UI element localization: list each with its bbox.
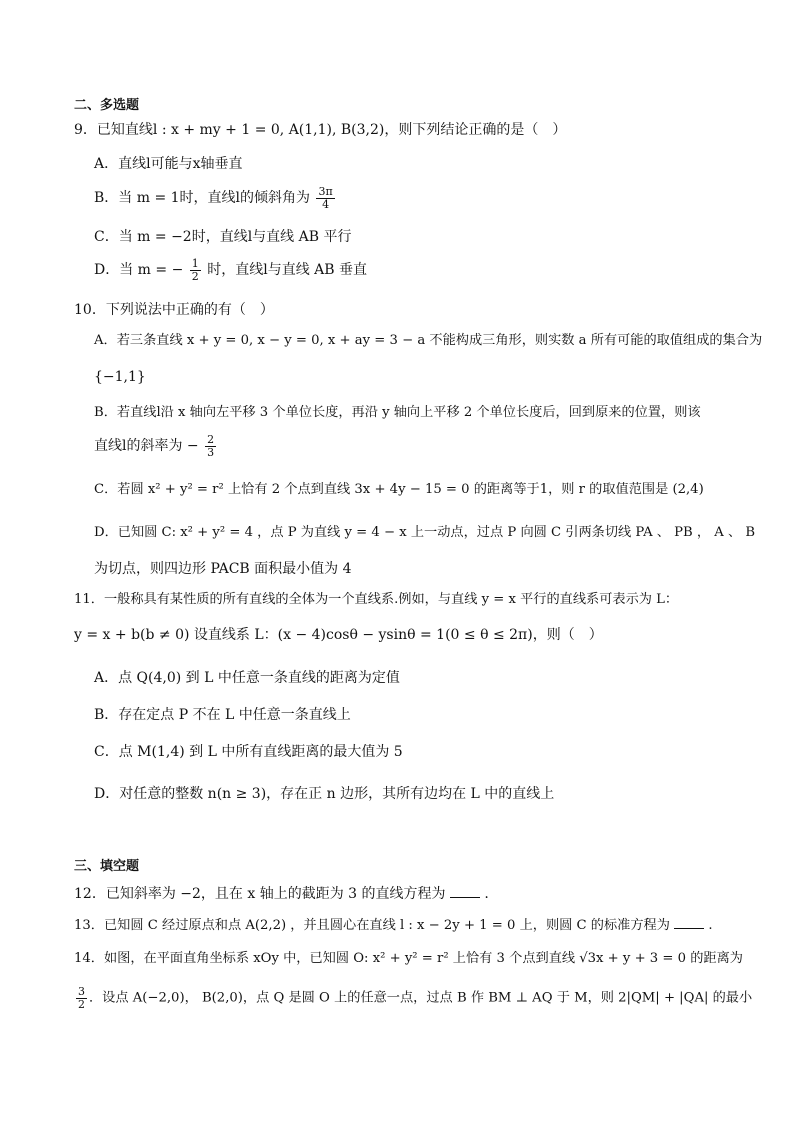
fraction-denominator: 3: [207, 445, 215, 459]
question-9-option-a: A．直线l可能与x轴垂直: [94, 156, 243, 172]
question-13: [74, 916, 713, 934]
question-9-option-c: C．当 m = −2时，直线l与直线 AB 平行: [94, 229, 352, 245]
question-14-line2: [74, 986, 752, 1010]
section-title-multiple-choice: 二、多选题: [74, 98, 140, 113]
fraction-denominator: 2: [78, 997, 85, 1011]
answer-blank: [450, 885, 480, 898]
option-b-slope-text: 直线l的斜率为 −: [94, 438, 199, 455]
question-11-stem-line2: y = x + b(b ≠ 0) 设直线系 L：(x − 4)cosθ − ysinθ = 1(0 ≤ θ ≤ 2π)，则（ ）: [74, 627, 603, 643]
fraction-numerator: 3π: [318, 185, 333, 198]
section-title-fill-in: 三、填空题: [74, 859, 140, 874]
question-10-option-d-line2: 为切点，则四边形 PACB 面积最小值为 4: [94, 561, 352, 577]
fraction-2-over-3: [205, 434, 216, 458]
question-14-continued: ．设点 A(−2,0)， B(2,0)，点 Q 是圆 O 上的任意一点，过点 B 作 BM ⊥ AQ 于 M，则 2|QM| + |QA| 的最小: [89, 990, 753, 1006]
option-b-text: B．当 m = 1时，直线l的倾斜角为: [94, 190, 311, 207]
option-d-prefix: D．当 m = −: [94, 262, 184, 279]
fraction-1-over-2: [190, 258, 201, 282]
question-12-text: 12．已知斜率为 −2，且在 x 轴上的截距为 3 的直线方程为: [74, 886, 446, 902]
question-10-option-a-line1: A．若三条直线 x + y = 0, x − y = 0, x + ay = 3 − a 不能构成三角形，则实数 a 所有可能的取值组成的集合为: [94, 333, 763, 348]
fraction-numerator: 2: [207, 433, 215, 446]
question-10-option-b-line1: B．若直线l沿 x 轴向左平移 3 个单位长度，再沿 y 轴向上平移 2 个单位长度后，回到原来的位置，则该: [94, 405, 701, 420]
question-9-option-b: [94, 186, 337, 210]
fraction-numerator: 3: [78, 985, 85, 998]
question-13-end: .: [708, 918, 713, 933]
answer-blank: [674, 916, 704, 929]
question-11-option-c: C．点 M(1,4) 到 L 中所有直线距离的最大值为 5: [94, 744, 403, 760]
option-d-suffix: 时，直线l与直线 AB 垂直: [207, 262, 367, 279]
question-9-option-d: [94, 258, 367, 282]
question-10-option-d-line1: D．已知圆 C: x² + y² = 4 ，点 P 为直线 y = 4 − x 上一动点，过点 P 向圆 C 引两条切线 PA 、 PB ， A 、 B: [94, 525, 756, 540]
question-10-option-a-line2: {−1,1}: [94, 369, 146, 385]
question-10-option-b-line2: [94, 434, 218, 458]
question-9-stem: 9．已知直线l : x + my + 1 = 0, A(1,1), B(3,2)，则下列结论正确的是（ ）: [74, 122, 567, 138]
question-10-option-c: C．若圆 x² + y² = r² 上恰有 2 个点到直线 3x + 4y − 15 = 0 的距离等于1，则 r 的取值范围是 (2,4): [94, 482, 704, 497]
question-11-option-d: D．对任意的整数 n(n ≥ 3)，存在正 n 边形，其所有边均在 L 中的直线上: [94, 786, 555, 802]
fraction-denominator: 2: [191, 269, 199, 283]
fraction-3-over-2: [76, 986, 87, 1010]
question-12: [74, 885, 489, 903]
question-12-end: .: [484, 886, 489, 902]
fraction-3pi-over-4: [316, 186, 334, 210]
question-13-text: 13．已知圆 C 经过原点和点 A(2,2) ，并且圆心在直线 l : x − 2y + 1 = 0 上，则圆 C 的标准方程为: [74, 918, 670, 933]
question-10-stem: 10．下列说法中正确的有（ ）: [74, 302, 274, 318]
fraction-denominator: 4: [322, 197, 330, 211]
question-11-stem-line1: 11．一般称具有某性质的所有直线的全体为一个直线系.例如，与直线 y = x 平行的直线系可表示为 L：: [74, 592, 679, 607]
question-11-option-b: B．存在定点 P 不在 L 中任意一条直线上: [94, 707, 351, 723]
question-14-line1: 14．如图，在平面直角坐标系 xOy 中，已知圆 O: x² + y² = r² 上恰有 3 个点到直线 √3x + y + 3 = 0 的距离为: [74, 951, 743, 966]
question-11-option-a: A．点 Q(4,0) 到 L 中任意一条直线的距离为定值: [94, 670, 400, 686]
fraction-numerator: 1: [191, 257, 199, 270]
